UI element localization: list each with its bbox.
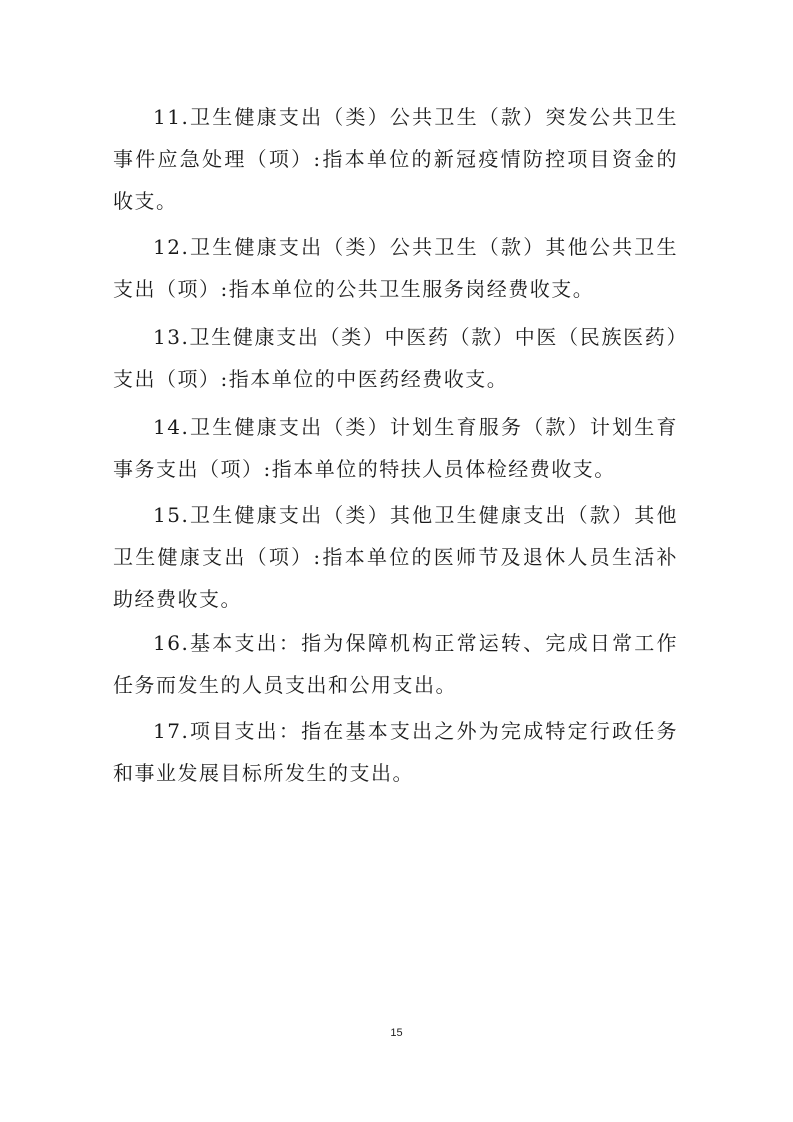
paragraph-16: 16.基本支出：指为保障机构正常运转、完成日常工作任务而发生的人员支出和公用支出。 [113,631,678,697]
paragraph-13: 13.卫生健康支出（类）中医药（款）中医（民族医药）支出（项）:指本单位的中医药经费收支。 [113,325,678,391]
paragraph-12: 12.卫生健康支出（类）公共卫生（款）其他公共卫生支出（项）:指本单位的公共卫生服务岗经费收支。 [113,235,678,301]
paragraph-17: 17.项目支出：指在基本支出之外为完成特定行政任务和事业发展目标所发生的支出。 [113,719,678,785]
page-number: 15 [390,1027,403,1039]
paragraph-15: 15.卫生健康支出（类）其他卫生健康支出（款）其他卫生健康支出（项）:指本单位的医师节及退休人员生活补助经费收支。 [113,503,678,611]
paragraph-11: 11.卫生健康支出（类）公共卫生（款）突发公共卫生事件应急处理（项）:指本单位的新冠疫情防控项目资金的收支。 [113,105,678,213]
paragraph-14: 14.卫生健康支出（类）计划生育服务（款）计划生育事务支出（项）:指本单位的特扶人员体检经费收支。 [113,415,678,481]
